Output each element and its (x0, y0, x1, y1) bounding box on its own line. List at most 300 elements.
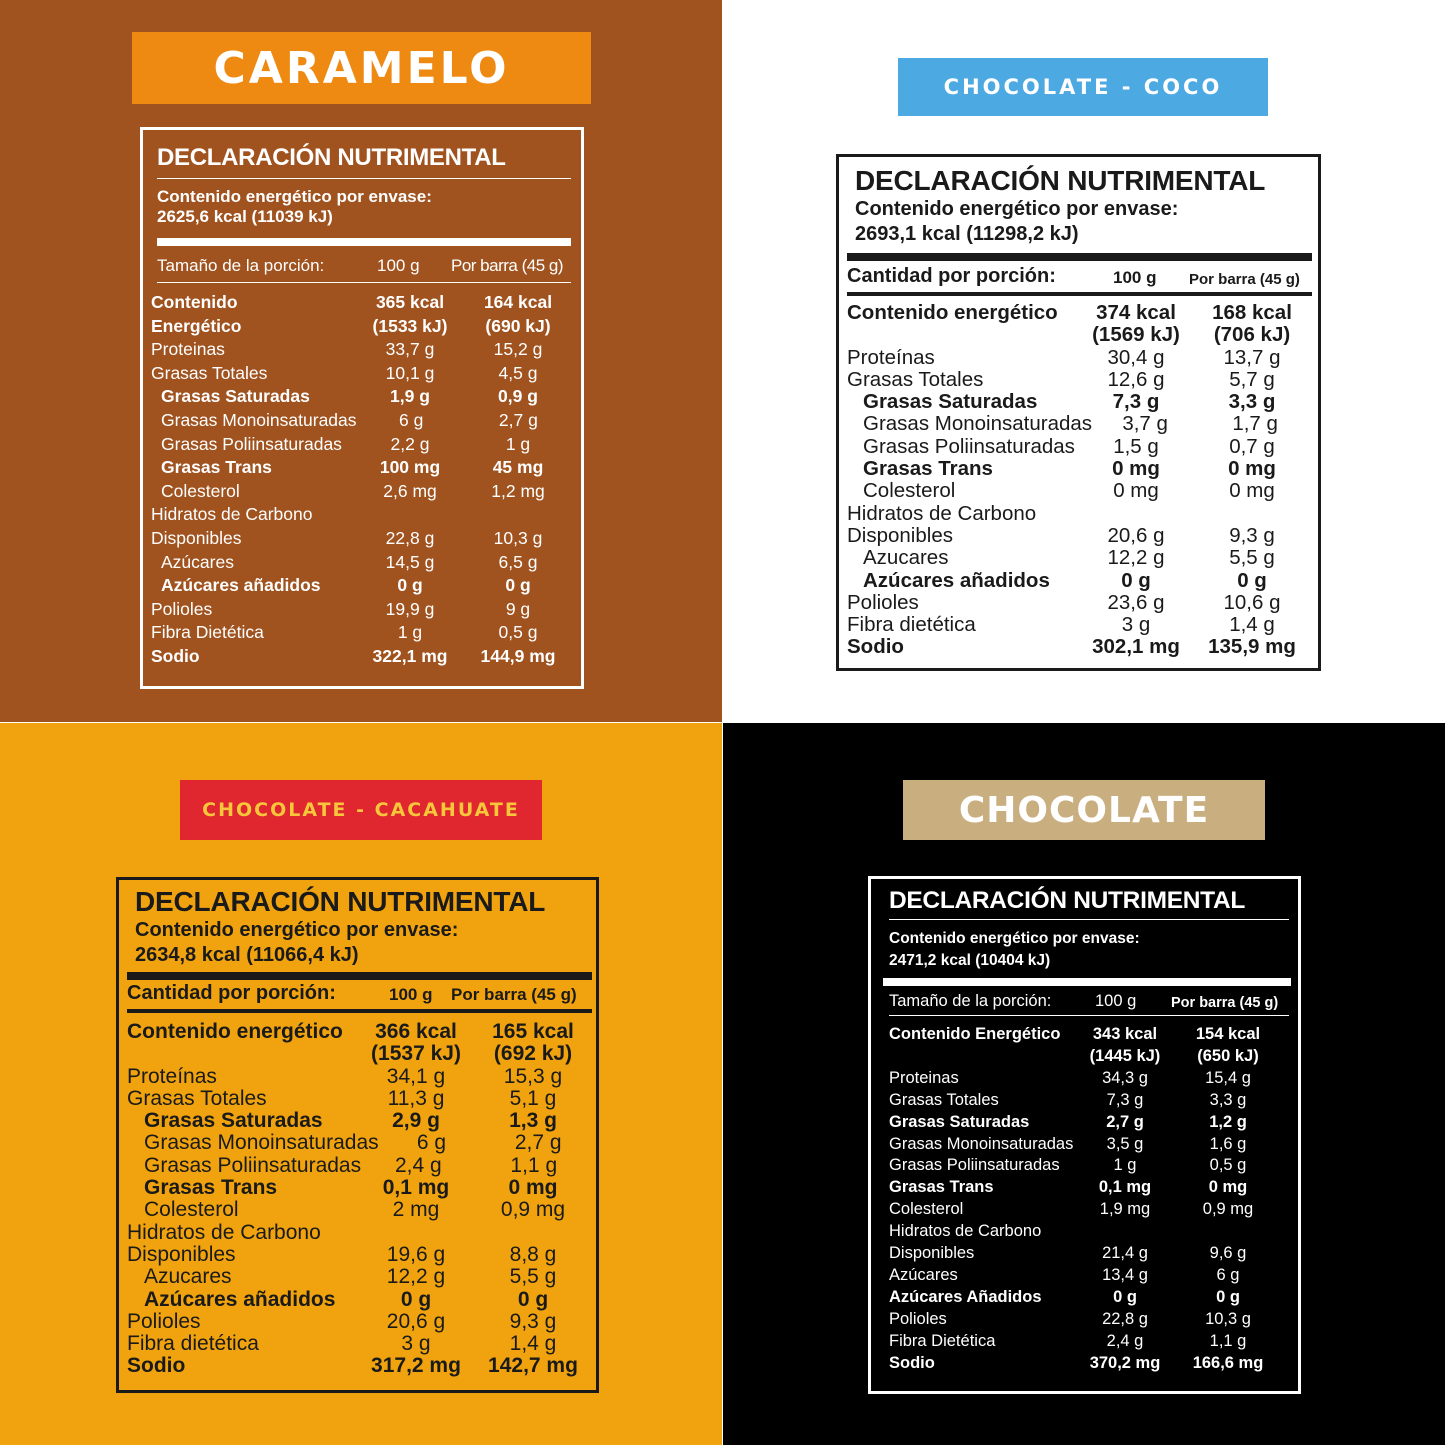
energy-kj-bar: (706 kJ) (1213, 323, 1291, 347)
portion-header (127, 982, 592, 1005)
nutrient-label: Grasas Saturadas (863, 390, 1038, 414)
nutrient-row (127, 1155, 592, 1177)
nutrient-value-bar: 45 mg (492, 457, 544, 478)
nutrient-value-bar: 15,3 g (503, 1064, 563, 1088)
nutrient-value-bar: 1,2 g (1209, 1112, 1247, 1131)
nutrient-label: Fibra dietética (127, 1332, 259, 1356)
col-100g: 100 g (377, 256, 420, 276)
cacahuate-quadrant (0, 723, 722, 1445)
nutrient-label: Azúcares (889, 1265, 958, 1284)
nutrient-value-bar: 1,1 g (510, 1153, 558, 1177)
nutrient-row (127, 1110, 592, 1132)
energy-label: Contenido (151, 292, 238, 313)
nutrient-label: Hidratos de Carbono (847, 501, 1037, 525)
nutrient-value-100g: 100 mg (379, 457, 441, 478)
portion-header (151, 256, 571, 276)
nutrient-value-100g: 0 g (400, 1287, 432, 1311)
nutrient-value-bar: 9,3 g (509, 1309, 557, 1333)
nutrient-row (127, 1244, 592, 1266)
nutrient-value-bar: 6 g (1216, 1265, 1240, 1284)
energy-label-2: Energético (151, 315, 242, 336)
energy-per-package-label: Contenido energético por envase: (855, 198, 1179, 220)
nutrient-label: Disponibles (151, 528, 242, 549)
nutrient-row (889, 1068, 1288, 1090)
nutrient-value-bar: 144,9 mg (480, 646, 556, 666)
nutrient-row (151, 621, 571, 645)
portion-header (889, 992, 1288, 1011)
caramelo-quadrant (0, 0, 722, 722)
energy-per-package-label: Contenido energético por envase: (157, 187, 432, 206)
nutrient-value-bar: 0,5 g (1209, 1156, 1247, 1175)
nutrient-row (847, 369, 1312, 391)
nutrient-value-100g: 2,4 g (394, 1153, 442, 1177)
caramelo-nutrition-panel (140, 127, 584, 689)
nutrient-value-100g: 22,8 g (1102, 1309, 1148, 1328)
nutrient-row (847, 480, 1312, 502)
nutrient-label: Grasas Totales (889, 1090, 999, 1109)
nutrient-row (127, 1311, 592, 1333)
nutrient-label: Colesterol (889, 1200, 964, 1219)
nutrient-value-bar: 2,7 g (498, 410, 538, 431)
energy-kj-bar: (692 kJ) (493, 1042, 573, 1066)
nutrient-value-100g: 12,2 g (386, 1265, 446, 1289)
energy-per-package-label: Contenido energético por envase: (135, 919, 459, 941)
nutrient-label: Azucares (144, 1265, 232, 1289)
nutrient-value-100g: 0,1 mg (382, 1176, 450, 1200)
nutrient-label: Azucares (863, 546, 949, 570)
nutrient-value-bar: 0,7 g (1229, 434, 1275, 458)
nutrient-label: Grasas Saturadas (144, 1109, 323, 1133)
energy-kj-bar: (690 kJ) (485, 315, 551, 336)
nutrient-value-100g: 21,4 g (1102, 1244, 1148, 1263)
nutrient-value-100g: 19,9 g (385, 598, 435, 619)
panel-title: DECLARACIÓN NUTRIMENTAL (135, 886, 546, 917)
nutrient-value-bar: 0 mg (1229, 479, 1275, 503)
nutrient-value-100g: 7,3 g (1106, 1090, 1144, 1109)
col-100g: 100 g (1113, 268, 1157, 287)
nutrient-row (847, 547, 1312, 569)
nutrient-label: Proteinas (889, 1068, 959, 1087)
nutrient-value-100g: 33,7 g (385, 339, 435, 360)
nutrient-value-100g: 1 g (397, 622, 423, 643)
portion-label: Cantidad por porción: (847, 265, 1056, 287)
divider (157, 282, 571, 283)
energy-row (127, 1021, 592, 1066)
energy-kj-bar: (650 kJ) (1197, 1046, 1259, 1065)
nutrient-row (889, 1199, 1288, 1221)
nutrient-value-100g: 2,6 mg (383, 480, 437, 501)
nutrient-value-100g: 13,4 g (1102, 1265, 1148, 1284)
nutrient-label: Sodio (889, 1353, 935, 1372)
chocolate-banner-label: CHOCOLATE (958, 789, 1210, 831)
nutrient-row (889, 1090, 1288, 1112)
energy-kcal-bar: 168 kcal (1212, 301, 1292, 324)
nutrient-value-bar: 10,3 g (493, 528, 543, 549)
energy-per-package-value: 2625,6 kcal (11039 kJ) (157, 206, 333, 226)
divider (157, 178, 571, 179)
nutrient-row (847, 614, 1312, 636)
nutrient-value-100g: 11,3 g (387, 1086, 445, 1110)
nutrient-row (889, 1243, 1288, 1265)
nutrient-value-100g: 30,4 g (1107, 345, 1165, 369)
nutrient-value-100g: 1,9 mg (1099, 1200, 1151, 1219)
nutrient-label: Sodio (847, 635, 904, 659)
col-per-bar: Por barra (45 g) (1171, 995, 1279, 1011)
nutrient-row (847, 636, 1312, 658)
energy-per-package-value: 2471,2 kcal (10404 kJ) (889, 952, 1051, 969)
nutrient-row (151, 598, 571, 622)
chocolate-quadrant (723, 723, 1445, 1445)
nutrient-value-100g: 3,5 g (1106, 1134, 1144, 1153)
divider (889, 919, 1289, 920)
nutrient-row (151, 645, 571, 669)
nutrient-value-100g: 2,9 g (392, 1109, 440, 1133)
nutrient-value-bar: 1,1 g (1209, 1331, 1247, 1350)
nutrient-value-bar: 15,4 g (1205, 1068, 1251, 1087)
nutrient-value-100g: 1,9 g (390, 386, 430, 407)
nutrient-value-bar: 0 mg (1228, 457, 1276, 481)
nutrient-rows (127, 1021, 592, 1378)
nutrient-value-bar: 0 g (505, 575, 531, 596)
nutrient-row (889, 1287, 1288, 1309)
energy-kcal-100g: 366 kcal (375, 1020, 457, 1043)
nutrient-value-bar: 5,1 g (509, 1086, 557, 1110)
nutrient-label: Grasas Monoinsaturadas (863, 412, 1093, 436)
nutrient-row (127, 1066, 592, 1088)
nutrient-label: Polioles (889, 1309, 947, 1328)
nutrient-value-bar: 0 g (1216, 1287, 1240, 1306)
nutrient-row (151, 362, 571, 386)
energy-kcal-bar: 154 kcal (1195, 1025, 1261, 1043)
nutrient-value-bar: 13,7 g (1223, 345, 1281, 369)
energy-row (889, 1024, 1288, 1068)
nutrient-value-bar: 15,2 g (493, 339, 543, 360)
nutrient-value-bar: 0 g (517, 1287, 549, 1311)
chocolate-banner (903, 780, 1265, 840)
nutrient-value-bar: 9,6 g (1209, 1244, 1247, 1263)
nutrient-row (889, 1353, 1288, 1375)
nutrient-value-100g: 3 g (1121, 613, 1151, 637)
nutrient-value-bar: 4,5 g (498, 362, 538, 383)
nutrient-row (847, 525, 1312, 547)
cacahuate-nutrition-panel (116, 877, 599, 1393)
nutrient-value-bar: 9,3 g (1229, 523, 1275, 547)
nutrient-label: Azúcares (161, 551, 234, 572)
coco-quadrant (723, 0, 1445, 722)
thick-divider (127, 972, 592, 980)
nutrient-label: Grasas Totales (151, 362, 268, 383)
nutrient-value-bar: 10,3 g (1205, 1309, 1251, 1328)
nutrient-value-100g: 7,3 g (1112, 390, 1160, 414)
nutrient-value-bar: 0,9 mg (500, 1198, 566, 1222)
nutrient-value-bar: 0,5 g (498, 622, 538, 643)
nutrient-value-bar: 1,7 g (1232, 412, 1278, 436)
nutrient-label: Grasas Poliinsaturadas (863, 434, 1075, 458)
nutrient-row (889, 1155, 1288, 1177)
nutrient-value-bar: 5,7 g (1229, 367, 1275, 391)
chocolate-nutrition-panel (868, 876, 1301, 1394)
energy-kcal-100g: 374 kcal (1096, 301, 1176, 324)
nutrient-value-bar: 8,8 g (509, 1242, 557, 1266)
nutrient-label: Grasas Saturadas (161, 386, 310, 407)
nutrient-rows (151, 291, 571, 669)
nutrient-label: Colesterol (161, 480, 240, 501)
energy-per-package (889, 928, 1288, 972)
energy-per-package-value: 2693,1 kcal (11298,2 kJ) (855, 223, 1079, 245)
nutrient-value-bar: 1,3 g (509, 1109, 557, 1133)
nutrient-row (151, 503, 571, 527)
nutrient-row (151, 409, 571, 433)
nutrient-row (127, 1266, 592, 1288)
nutrient-row (889, 1331, 1288, 1353)
energy-row (847, 302, 1312, 347)
nutrient-value-100g: 317,2 mg (371, 1354, 461, 1378)
nutrient-value-100g: 6 g (416, 1131, 447, 1155)
nutrient-label: Grasas Trans (863, 457, 993, 481)
nutrient-value-bar: 2,7 g (514, 1131, 562, 1155)
nutrient-value-bar: 1,4 g (509, 1332, 557, 1356)
nutrient-value-bar: 5,5 g (509, 1265, 557, 1289)
nutrient-row (889, 1112, 1288, 1134)
nutrient-label: Disponibles (127, 1242, 236, 1266)
nutrient-label: Grasas Saturadas (889, 1112, 1030, 1131)
energy-per-package (127, 918, 592, 968)
energy-kcal-bar: 164 kcal (483, 292, 553, 313)
col-per-bar: Por barra (45 g) (451, 256, 563, 276)
nutrient-label: Hidratos de Carbono (151, 504, 313, 525)
nutrient-label: Grasas Monoinsaturadas (889, 1134, 1074, 1153)
nutrient-label: Polioles (151, 598, 213, 619)
nutrient-value-100g: 22,8 g (385, 528, 435, 549)
nutrient-value-bar: 166,6 mg (1192, 1353, 1264, 1372)
nutrient-rows (847, 302, 1312, 659)
energy-per-package-label: Contenido energético por envase: (889, 930, 1140, 947)
nutrient-row (847, 347, 1312, 369)
panel-title: DECLARACIÓN NUTRIMENTAL (157, 144, 506, 171)
nutrient-label: Polioles (127, 1309, 201, 1333)
nutrient-row (127, 1088, 592, 1110)
nutrient-value-bar: 1,4 g (1229, 613, 1275, 637)
nutrient-label: Sodio (127, 1354, 186, 1378)
nutrient-row (127, 1333, 592, 1355)
nutrient-value-100g: 3 g (401, 1332, 431, 1356)
nutrient-value-100g: 10,1 g (385, 362, 435, 383)
nutrient-value-100g: 34,1 g (386, 1064, 446, 1088)
nutrient-value-bar: 142,7 mg (488, 1354, 578, 1378)
nutrient-label: Azúcares añadidos (161, 575, 321, 596)
nutrient-value-bar: 10,6 g (1223, 590, 1281, 614)
nutrient-row (847, 413, 1312, 435)
col-per-bar: Por barra (45 g) (451, 985, 577, 1004)
divider (847, 292, 1312, 296)
nutrient-row (847, 503, 1312, 525)
nutrient-label: Grasas Poliinsaturadas (144, 1153, 362, 1177)
nutrient-label: Grasas Totales (127, 1086, 267, 1110)
nutrient-label: Grasas Poliinsaturadas (161, 433, 342, 454)
nutrient-label: Colesterol (144, 1198, 239, 1222)
nutrient-rows (889, 1024, 1288, 1375)
nutrient-value-100g: 2,4 g (1106, 1331, 1144, 1350)
nutrient-value-100g: 0 g (1113, 1287, 1137, 1306)
portion-label: Tamaño de la porción: (157, 256, 325, 276)
nutrient-label: Grasas Monoinsaturadas (144, 1131, 379, 1155)
nutrient-value-100g: 2 mg (392, 1198, 440, 1222)
nutrient-row (127, 1289, 592, 1311)
thick-divider (157, 238, 571, 246)
nutrient-label: Grasas Trans (161, 457, 272, 478)
nutrient-row (127, 1355, 592, 1377)
nutrient-value-bar: 6,5 g (498, 551, 538, 572)
nutrient-row (889, 1309, 1288, 1331)
nutrient-row (889, 1221, 1288, 1243)
energy-kj-100g: (1537 kJ) (371, 1042, 461, 1066)
energy-kcal-100g: 365 kcal (375, 292, 445, 313)
nutrient-value-bar: 5,5 g (1229, 546, 1275, 570)
col-100g: 100 g (389, 985, 433, 1004)
energy-row (151, 291, 571, 338)
nutrient-label: Grasas Poliinsaturadas (889, 1156, 1060, 1175)
col-per-bar: Por barra (45 g) (1189, 271, 1300, 288)
panel-title: DECLARACIÓN NUTRIMENTAL (855, 165, 1266, 196)
nutrient-value-100g: 14,5 g (385, 551, 435, 572)
nutrient-label: Proteinas (151, 339, 225, 360)
nutrient-row (151, 433, 571, 457)
nutrient-label: Azúcares añadidos (144, 1287, 336, 1311)
nutrient-value-100g: 322,1 mg (372, 646, 448, 666)
nutrient-row (889, 1265, 1288, 1287)
nutrient-row (847, 592, 1312, 614)
coco-nutrition-panel (836, 154, 1321, 671)
energy-label: Contenido energético (127, 1020, 343, 1043)
cacahuate-banner (180, 780, 542, 840)
nutrient-label: Hidratos de Carbono (889, 1222, 1042, 1241)
nutrient-value-100g: 0 g (397, 575, 423, 596)
nutrient-value-100g: 0 mg (1112, 457, 1160, 481)
nutrient-row (847, 436, 1312, 458)
nutrient-value-100g: 0 g (1121, 568, 1151, 592)
nutrient-label: Fibra Dietética (151, 622, 264, 643)
energy-per-package-value: 2634,8 kcal (11066,4 kJ) (135, 944, 359, 966)
nutrient-value-bar: 0,9 mg (1202, 1200, 1254, 1219)
nutrient-value-bar: 1 g (505, 433, 531, 454)
energy-kj-100g: (1569 kJ) (1092, 323, 1180, 347)
coco-banner (898, 58, 1268, 116)
nutrient-label: Azúcares Añadidos (889, 1287, 1042, 1306)
nutrient-label: Polioles (847, 590, 919, 614)
nutrient-value-100g: 302,1 mg (1092, 635, 1180, 659)
energy-kj-100g: (1533 kJ) (372, 315, 448, 336)
nutrient-row (847, 570, 1312, 592)
nutrient-row (127, 1177, 592, 1199)
thick-divider (847, 253, 1312, 261)
nutrient-label: Disponibles (847, 523, 953, 547)
nutrient-label: Fibra Dietética (889, 1331, 996, 1350)
caramelo-banner (132, 32, 591, 104)
nutrient-value-100g: 1,5 g (1113, 434, 1159, 458)
nutrient-row (151, 456, 571, 480)
energy-kj-100g: (1445 kJ) (1089, 1046, 1161, 1065)
nutrient-label: Grasas Totales (847, 367, 984, 391)
nutrient-row (151, 385, 571, 409)
nutrient-row (151, 480, 571, 504)
nutrient-value-100g: 20,6 g (1107, 523, 1165, 547)
nutrient-value-100g: 6 g (398, 410, 424, 431)
nutrient-row (127, 1222, 592, 1244)
nutrient-row (889, 1134, 1288, 1156)
energy-per-package (847, 197, 1312, 247)
panel-title: DECLARACIÓN NUTRIMENTAL (889, 887, 1246, 914)
portion-header (847, 265, 1312, 288)
energy-per-package (151, 187, 571, 226)
caramelo-banner-label: CARAMELO (213, 42, 510, 94)
nutrient-value-100g: 2,2 g (390, 433, 430, 454)
divider (127, 1009, 592, 1013)
nutrient-label: Sodio (151, 646, 200, 666)
portion-label: Cantidad por porción: (127, 982, 336, 1004)
col-100g: 100 g (1095, 992, 1137, 1010)
nutrient-value-bar: 0,9 g (498, 386, 538, 407)
nutrient-value-100g: 19,6 g (386, 1242, 446, 1266)
nutrient-row (151, 527, 571, 551)
nutrient-row (151, 338, 571, 362)
energy-kcal-bar: 165 kcal (492, 1020, 574, 1043)
nutrient-label: Proteínas (847, 345, 935, 369)
nutrient-row (127, 1199, 592, 1221)
nutrient-row (847, 458, 1312, 480)
nutrient-value-100g: 2,7 g (1106, 1112, 1144, 1131)
nutrient-row (151, 574, 571, 598)
nutrient-row (889, 1177, 1288, 1199)
energy-label: Contenido energético (847, 301, 1058, 324)
nutrient-value-100g: 23,6 g (1107, 590, 1165, 614)
nutrient-value-100g: 0 mg (1113, 479, 1159, 503)
cacahuate-banner-label: CHOCOLATE - CACAHUATE (202, 799, 520, 821)
nutrient-value-100g: 20,6 g (386, 1309, 446, 1333)
nutrient-value-100g: 370,2 mg (1089, 1353, 1161, 1372)
nutrient-label: Disponibles (889, 1244, 975, 1263)
nutrient-value-bar: 1,6 g (1209, 1134, 1247, 1153)
nutrient-label: Grasas Monoinsaturadas (161, 410, 357, 431)
nutrient-label: Grasas Trans (144, 1176, 278, 1200)
nutrient-label: Fibra dietética (847, 613, 976, 637)
portion-label: Tamaño de la porción: (889, 992, 1052, 1010)
nutrient-value-100g: 3,7 g (1122, 412, 1168, 436)
nutrient-label: Hidratos de Carbono (127, 1220, 321, 1244)
nutrient-value-bar: 0 mg (508, 1176, 558, 1200)
nutrient-value-bar: 1,2 mg (491, 480, 545, 501)
nutrient-value-bar: 3,3 g (1228, 390, 1276, 414)
nutrient-label: Colesterol (863, 479, 956, 503)
nutrient-label: Grasas Trans (889, 1178, 994, 1197)
nutrient-value-100g: 1 g (1113, 1156, 1137, 1175)
nutrient-value-bar: 9 g (505, 598, 531, 619)
nutrient-value-100g: 12,6 g (1107, 367, 1165, 391)
nutrient-value-100g: 12,2 g (1107, 546, 1165, 570)
thick-divider (883, 978, 1291, 986)
nutrient-row (151, 551, 571, 575)
energy-label: Contenido Energético (889, 1025, 1061, 1043)
nutrient-label: Azúcares añadidos (863, 568, 1050, 592)
energy-kcal-100g: 343 kcal (1092, 1025, 1158, 1043)
nutrient-label: Proteínas (127, 1064, 217, 1088)
nutrient-value-bar: 0 g (1237, 568, 1267, 592)
divider (889, 1015, 1289, 1016)
coco-banner-label: CHOCOLATE - COCO (943, 75, 1223, 99)
nutrient-value-100g: 34,3 g (1102, 1068, 1148, 1087)
nutrient-value-bar: 0 mg (1208, 1178, 1248, 1197)
nutrient-row (127, 1132, 592, 1154)
nutrient-value-100g: 0,1 mg (1098, 1178, 1152, 1197)
